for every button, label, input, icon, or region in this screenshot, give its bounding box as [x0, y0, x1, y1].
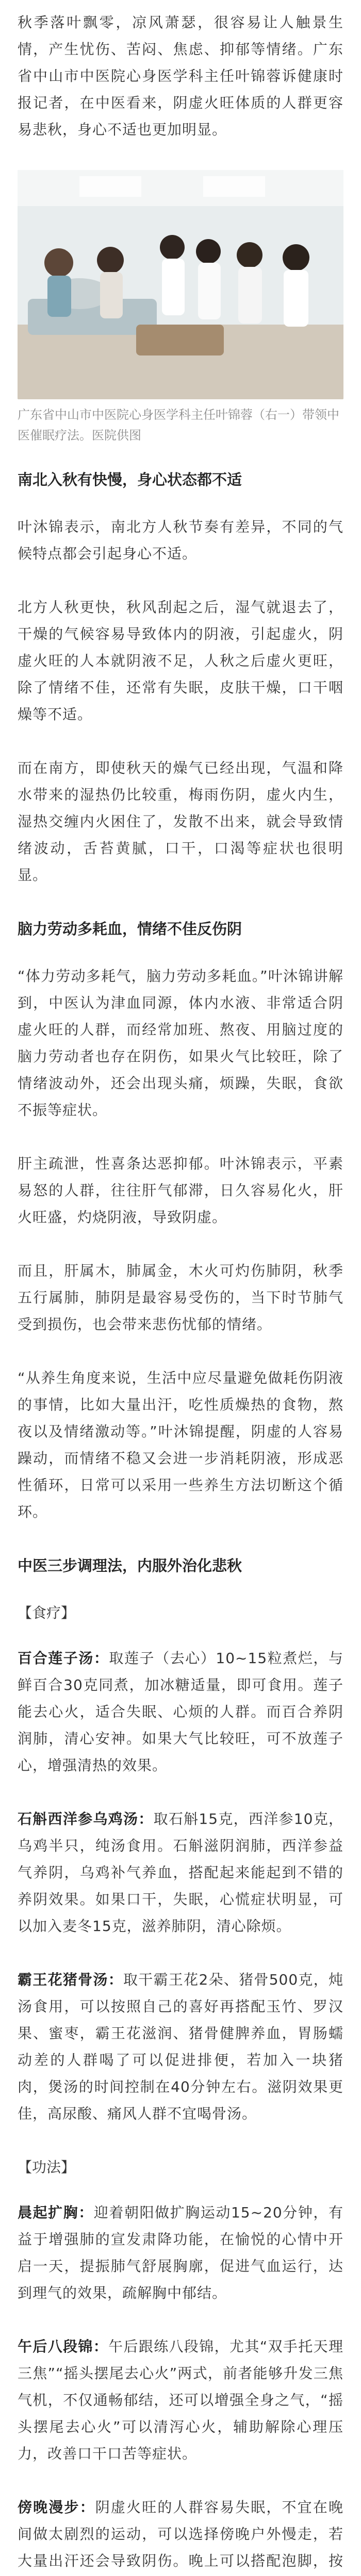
- exercise-item-1: [18, 2199, 343, 2307]
- exercise-item-2: [18, 2333, 343, 2467]
- exercise-tag: 【功法】: [18, 2159, 76, 2176]
- exercise-item-3-title: 傍晚漫步：: [18, 2499, 95, 2516]
- section1-paragraph-2: 北方人秋更快，秋风刮起之后，湿气就退去了，干燥的气候容易导致体内的阴液，引起虚火，阴虚火旺的人本就阴液不足，人秋之后虚火更旺，除了情绪不佳，还常有失眠，皮肤干燥，口干咽燥等不适。: [18, 599, 343, 723]
- section2-heading: 脑力劳动多耗血，情绪不佳反伤阴: [18, 920, 242, 938]
- exercise-item-3: [18, 2494, 343, 2576]
- exercise-item-1-title: 晨起扩胸：: [18, 2204, 94, 2221]
- exercise-item-3-text: 阴虚火旺的人群容易失眠，不宜在晚间做太剧烈的运动，可以选择傍晚户外慢走，若大量出汗还会导致阴伤。晚上可以搭配泡脚，按: [18, 2499, 343, 2569]
- section3-heading: 中医三步调理法，内服外治化悲秋: [18, 1557, 242, 1574]
- section2-paragraph-2: 肝主疏泄，性喜条达恶抑郁。叶沐锦表示，平素易怒的人群，往往肝气郁滞，日久容易化火，肝火旺盛，灼烧阴液，导致阴虚。: [18, 1155, 343, 1226]
- diet-item-3-title: 霸王花猪骨汤：: [18, 1971, 124, 1988]
- diet-item-3-text: 取干霸王花2朵、猪骨500克，炖汤食用，可以按照自己的喜好再搭配玉竹、罗汉果、蜜枣，霸王花滋润、猪骨健脾养血，胃肠蠕动差的人群喝了可以促进排便，若加入一块猪肉，煲汤的时间控制在40分钟左右。滋阴效果更佳，高尿酸、痛风人群不宜喝骨汤。: [18, 1971, 343, 2122]
- exercise-item-2-text: 午后跟练八段锦，尤其“双手托天理三焦”“摇头摆尾去心火”两式，前者能够升发三焦气机，不仅通畅郁结，还可以增强全身之气，“摇头摆尾去心火”可以清泻心火，辅助解除心理压力，改善口干口苦等症状。: [18, 2338, 343, 2462]
- diet-item-1-text: 取莲子（去心）10~15粒煮烂，与鲜百合30克同煮，加冰糖适量，即可食用。莲子能去心火，适合失眠、心烦的人群。而百合养阴润肺，清心安神。如果大气比较旺，可不放莲子心，增强清热的效果。: [18, 1650, 343, 1774]
- diet-item-3: [18, 1967, 343, 2127]
- diet-item-2-text: 取石斛15克，西洋参10克，乌鸡半只，纯汤食用。石斛滋阴润肺，西洋参益气养阴，乌鸡补气养血，搭配起来能起到不错的养阴效果。如果口干，失眠，心慌症状明显，可以加入麦冬15克，滋养肺阴，清心除烦。: [18, 1810, 343, 1935]
- diet-item-1: [18, 1645, 343, 1779]
- section2-paragraph-4: “从养生角度来说，生活中应尽量避免做耗伤阴液的事情，比如大量出汗，吃性质燥热的食物，熬夜以及情绪激动等。”叶沐锦提醒，阴虚的人容易躁动，而情绪不稳又会进一步消耗阴液，形成恶性循环，日常可以采用一些养生方法切断这个循环。: [18, 1369, 343, 1520]
- section1-paragraph-1: 叶沐锦表示，南北方人秋节奏有差异，不同的气候特点都会引起身心不适。: [18, 518, 343, 562]
- exercise-item-2-title: 午后八段锦：: [18, 2338, 109, 2355]
- exercise-item-1-text: 迎着朝阳做扩胸运动15~20分钟，有益于增强肺的宣发肃降功能，在愉悦的心情中开启一天，提振肺气舒展胸廓，促进气血运行，达到理气的效果，疏解胸中郁结。: [18, 2204, 343, 2301]
- intro-paragraph: 秋季落叶飘零，凉风萧瑟，很容易让人触景生情，产生忧伤、苦闷、焦虑、抑郁等情绪。广东省中山市中医院心身医学科主任叶锦蓉诉健康时报记者，在中医看来，阴虚火旺体质的人群更容易悲秋，身心不适也更加明显。: [18, 14, 343, 138]
- photo-caption: 广东省中山市中医院心身医学科主任叶锦蓉（右一）带领中医催眠疗法。医院供图: [18, 408, 339, 443]
- section1-paragraph-3: 而在南方，即使秋天的燥气已经出现，气温和降水带来的湿热仍比较重，梅雨伤阴，虚火内生，湿热交缠内火困住了，发散不出来，就会导致情绪波动，舌苔黄腻，口干，口渴等症状也很明显。: [18, 759, 343, 884]
- section1-heading: 南北入秋有快慢，身心状态都不适: [18, 471, 242, 488]
- section2-paragraph-1: “体力劳动多耗气，脑力劳动多耗血。”叶沐锦讲解到，中医认为津血同源，体内水液、非常适合阴虚火旺的人群，而经常加班、熬夜、用脑过度的脑力劳动者也存在阴伤，如果火气比较旺，除了情绪波动外，还会出现头痛，烦躁，失眠，食欲不振等症状。: [18, 968, 343, 1118]
- diet-item-2-title: 石斛西洋参乌鸡汤：: [18, 1810, 154, 1827]
- article: [0, 9, 361, 2576]
- diet-item-2: [18, 1806, 343, 1940]
- diet-item-1-title: 百合莲子汤：: [18, 1650, 109, 1667]
- diet-tag: 【食疗】: [18, 1604, 76, 1621]
- section2-paragraph-3: 而且，肝属木，肺属金，木火可灼伤肺阴，秋季五行属肺，肺阴是最容易受伤的，当下时节肺气受到损伤，也会带来悲伤忧郁的情绪。: [18, 1262, 343, 1333]
- treatment-photo: [18, 170, 343, 399]
